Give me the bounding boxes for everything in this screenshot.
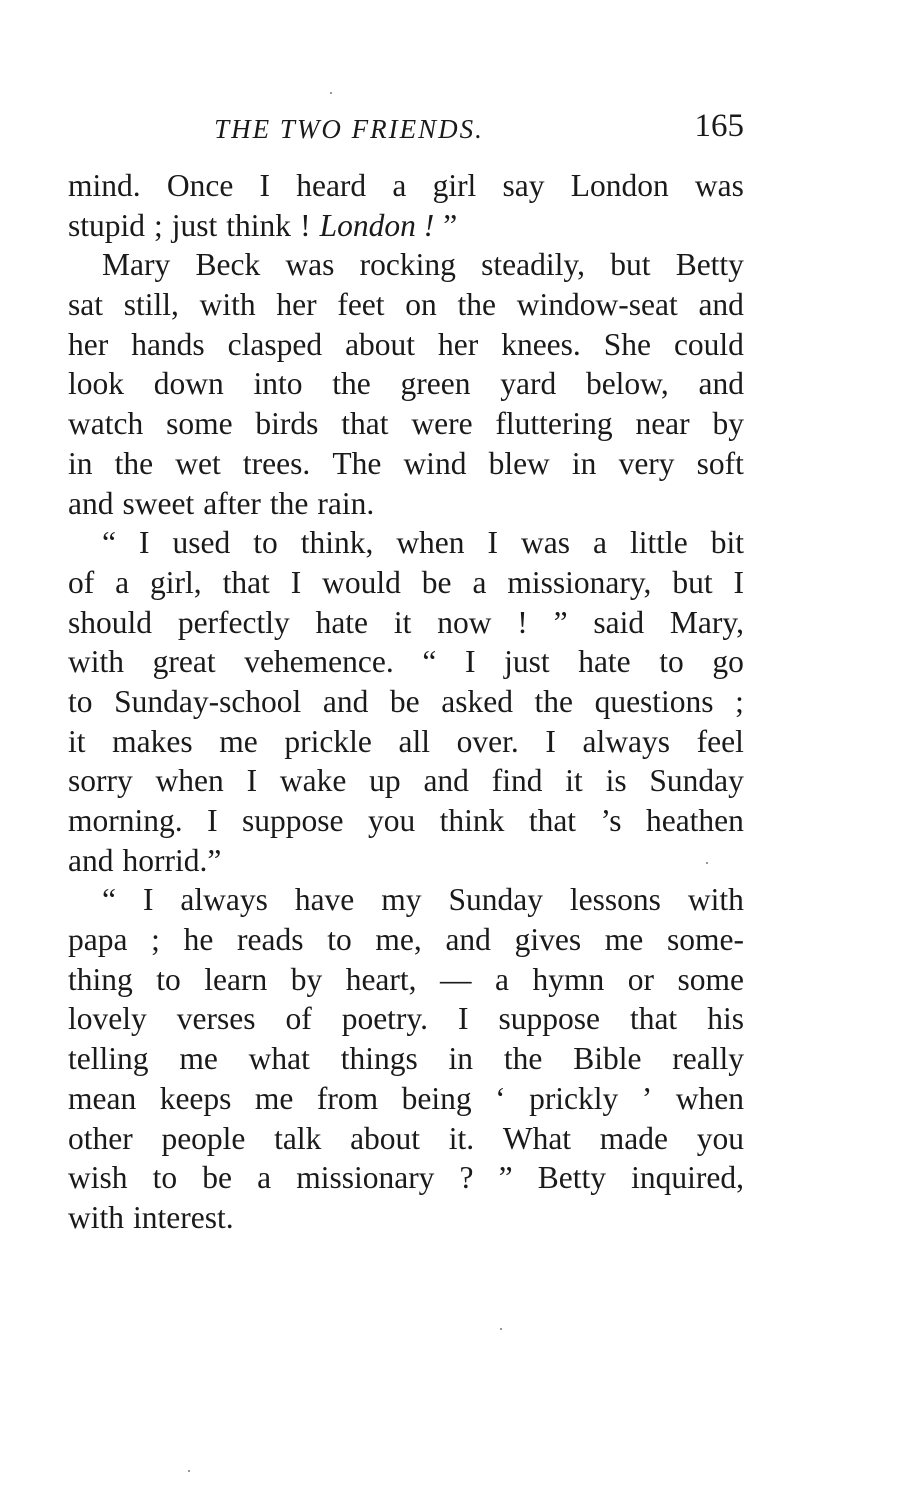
text-line: lovely verses of poetry. I suppose that his <box>68 1001 744 1037</box>
print-speck <box>188 1470 190 1472</box>
text-line: and horrid.” <box>68 842 222 878</box>
page-number: 165 <box>694 108 744 144</box>
text-line: of a girl, that I would be a missionary, but I <box>68 564 744 600</box>
text-line: mean keeps me from being ‘ prickly ’ when <box>68 1080 744 1116</box>
print-speck <box>706 862 708 864</box>
text-line: “ I always have my Sunday lessons with <box>102 882 744 918</box>
text-line: mind. Once I heard a girl say London was <box>68 168 744 203</box>
print-speck <box>500 1328 502 1330</box>
text-line: sorry when I wake up and find it is Sunday <box>68 763 744 799</box>
text-line: should perfectly hate it now ! ” said Mary, <box>68 604 744 640</box>
text-line: watch some birds that were fluttering near by <box>68 406 744 442</box>
text-line: sat still, with her feet on the window-seat and <box>68 287 744 323</box>
text-line: Mary Beck was rocking steadily, but Betty <box>102 247 744 283</box>
text-line: other people talk about it. What made you <box>68 1120 744 1156</box>
text-line: look down into the green yard below, and <box>68 366 744 402</box>
text-line: “ I used to think, when I was a little bit <box>102 525 744 561</box>
text-line: it makes me prickle all over. I always feel <box>68 723 744 759</box>
running-title: THE TWO FRIENDS. <box>214 114 484 144</box>
text-line: with interest. <box>68 1199 234 1235</box>
text-line: morning. I suppose you think that ’s heathen <box>68 803 744 838</box>
italic-emphasis: London ! <box>319 207 435 243</box>
running-head <box>68 108 744 152</box>
text-line: papa ; he reads to me, and gives me some- <box>68 922 744 958</box>
text-line: to Sunday-school and be asked the questions ; <box>68 683 744 719</box>
body-text <box>68 166 744 1238</box>
print-speck <box>330 92 332 94</box>
text-line: her hands clasped about her knees. She could <box>68 326 744 362</box>
text-line: and sweet after the rain. <box>68 485 375 521</box>
text-line: wish to be a missionary ? ” Betty inquired, <box>68 1160 744 1196</box>
text-line: in the wet trees. The wind blew in very soft <box>68 445 744 481</box>
text-line: thing to learn by heart, — a hymn or some <box>68 961 744 997</box>
text-line: with great vehemence. “ I just hate to go <box>68 644 744 680</box>
text-line: stupid ; just think ! London ! ” <box>68 206 744 246</box>
text-line: telling me what things in the Bible really <box>68 1041 744 1077</box>
